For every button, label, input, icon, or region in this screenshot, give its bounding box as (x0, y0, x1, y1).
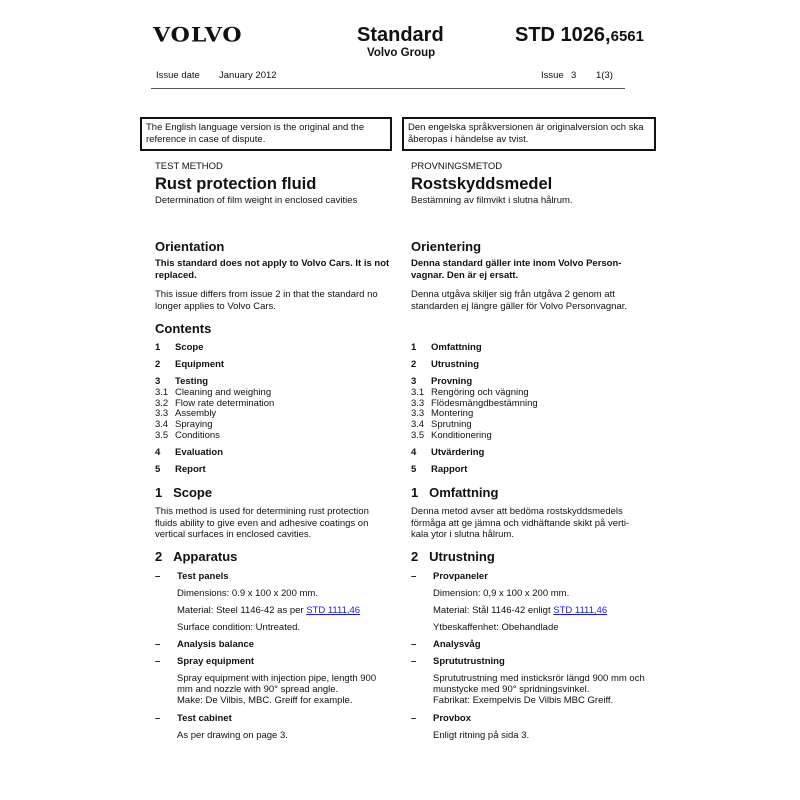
sv-spray-equipment-item: – Sprututrustning (411, 656, 505, 667)
toc-item[interactable]: 2 Utrustning (411, 359, 480, 370)
toc-item[interactable]: 3.3 Assembly (155, 408, 217, 419)
standard-number (515, 24, 644, 47)
sv-std-link[interactable]: STD 1111,46 (553, 605, 608, 616)
en-dimensions: Dimensions: 0.9 x 100 x 200 mm. (177, 588, 318, 599)
sv-spray-text-2: munstycke med 90° spridningsvinkel. (433, 684, 590, 695)
sv-category: PROVNINGSMETOD (411, 161, 503, 172)
sv-test-cabinet-item: – Provbox (411, 713, 472, 724)
toc-item[interactable]: 2 Equipment (155, 359, 225, 370)
en-subtitle: Determination of film weight in enclosed cavities (155, 195, 358, 206)
en-analysis-balance-item: – Analysis balance (155, 639, 255, 650)
swedish-notice-text: Den engelska språkversionen är originalversion och ska åberopas i händelse av tvist. (408, 122, 644, 145)
english-notice-text: The English language version is the original and the reference in case of dispute. (146, 122, 365, 145)
toc-item[interactable]: 1 Omfattning (411, 342, 482, 353)
toc-item[interactable]: 3 Testing (155, 376, 209, 387)
toc-item[interactable]: 4 Utvärdering (411, 447, 485, 458)
en-orientation-text: This issue differs from issue 2 in that the standard no longer applies to Volvo Cars. (155, 289, 378, 312)
toc-item[interactable]: 5 Report (155, 464, 206, 475)
en-test-cabinet-item: – Test cabinet (155, 713, 232, 724)
toc-item[interactable]: 3.2 Flow rate determination (155, 398, 275, 409)
sv-subtitle: Bestämning av filmvikt i slutna hålrum. (411, 195, 573, 206)
en-material: Material: Steel 1146-42 as per STD 1111,46 (177, 605, 361, 616)
toc-item[interactable]: 3.3 Montering (411, 408, 474, 419)
english-notice-box (140, 117, 392, 151)
en-spray-text-3: Make: De Vilbis, MBC. Greiff for example. (177, 695, 353, 706)
sv-spray-text-3: Fabrikat: Exempelvis De Vilbis MBC Greiff. (433, 695, 614, 706)
en-contents-heading: Contents (155, 321, 212, 336)
sv-scope-text: Denna metod avser att bedöma rostskyddsmedels förmåga att ge jämna och vidhäftande skikt på verti-kala ytor i slutna hålrum. (411, 506, 630, 541)
header-divider (151, 88, 625, 89)
issue-number: 3 (571, 70, 577, 81)
volvo-logo: VOLVO (153, 23, 243, 47)
en-cabinet-text: As per drawing on page 3. (177, 730, 288, 741)
sv-analysis-balance-item: – Analysvåg (411, 639, 481, 650)
en-orientation-heading: Orientation (155, 239, 225, 254)
en-title: Rust protection fluid (155, 175, 317, 193)
issue-label: Issue (541, 70, 564, 81)
sv-orientation-text: Denna utgåva skiljer sig från utgåva 2 genom att standarden ej längre gäller för Volvo Personvagnar. (411, 289, 627, 312)
en-spray-text-2: mm and nozzle with 90° spread angle. (177, 684, 339, 695)
issue-date: January 2012 (219, 70, 277, 81)
en-orientation-bold: This standard does not apply to Volvo Cars. It is not replaced. (155, 258, 390, 281)
toc-item[interactable]: 3.3 Flödesmängdbestämning (411, 398, 538, 409)
standard-number-main: STD 1026, (515, 24, 611, 46)
sv-test-panels-item: – Provpaneler (411, 571, 488, 582)
toc-item[interactable]: 3.4 Spraying (155, 419, 213, 430)
sv-orientation-heading: Orientering (411, 239, 482, 254)
sv-orientation-bold: Denna standard gäller inte inom Volvo Person-vagnar. Den är ej ersatt. (411, 258, 622, 281)
sv-dimensions: Dimension: 0,9 x 100 x 200 mm. (433, 588, 570, 599)
toc-item[interactable]: 5 Rapport (411, 464, 468, 475)
sv-cabinet-text: Enligt ritning på sida 3. (433, 730, 530, 741)
standard-number-suffix: 6561 (610, 28, 644, 45)
toc-item[interactable]: 3 Provning (411, 376, 473, 387)
toc-item[interactable]: 1 Scope (155, 342, 204, 353)
toc-item[interactable]: 3.5 Konditionering (411, 430, 492, 441)
en-spray-text-1: Spray equipment with injection pipe, length 900 (177, 673, 377, 684)
toc-item[interactable]: 3.5 Conditions (155, 430, 220, 441)
en-scope-heading: 1 Scope (155, 485, 213, 500)
sv-spray-text-1: Sprututrustning med insticksrör längd 900 mm och (433, 673, 645, 684)
en-std-link[interactable]: STD 1111,46 (306, 605, 361, 616)
sv-scope-heading: 1 Omfattning (411, 485, 499, 500)
swedish-notice-box (402, 117, 656, 151)
page-number: 1(3) (596, 70, 613, 81)
toc-item[interactable]: 3.4 Sprutning (411, 419, 472, 430)
sv-surface: Ytbeskaffenhet: Obehandlade (433, 622, 559, 633)
en-surface: Surface condition: Untreated. (177, 622, 301, 633)
sv-title: Rostskyddsmedel (411, 175, 553, 193)
en-spray-equipment-item: – Spray equipment (155, 656, 255, 667)
toc-item[interactable]: 4 Evaluation (155, 447, 224, 458)
issue-date-label: Issue date (156, 70, 200, 81)
toc-item[interactable]: 3.1 Rengöring och vägning (411, 387, 529, 398)
sv-material: Material: Stål 1146-42 enligt STD 1111,46 (433, 605, 608, 616)
sv-apparatus-heading: 2 Utrustning (411, 549, 495, 564)
document-owner: Volvo Group (367, 47, 436, 59)
en-category: TEST METHOD (155, 161, 223, 172)
toc-item[interactable]: 3.1 Cleaning and weighing (155, 387, 272, 398)
document-type-title: Standard (357, 24, 444, 46)
en-test-panels-item: – Test panels (155, 571, 229, 582)
en-apparatus-heading: 2 Apparatus (155, 549, 238, 564)
en-scope-text: This method is used for determining rust protection fluids ability to give even and adhesive coatings on vertical surfaces in enclosed cavities. (155, 506, 369, 541)
